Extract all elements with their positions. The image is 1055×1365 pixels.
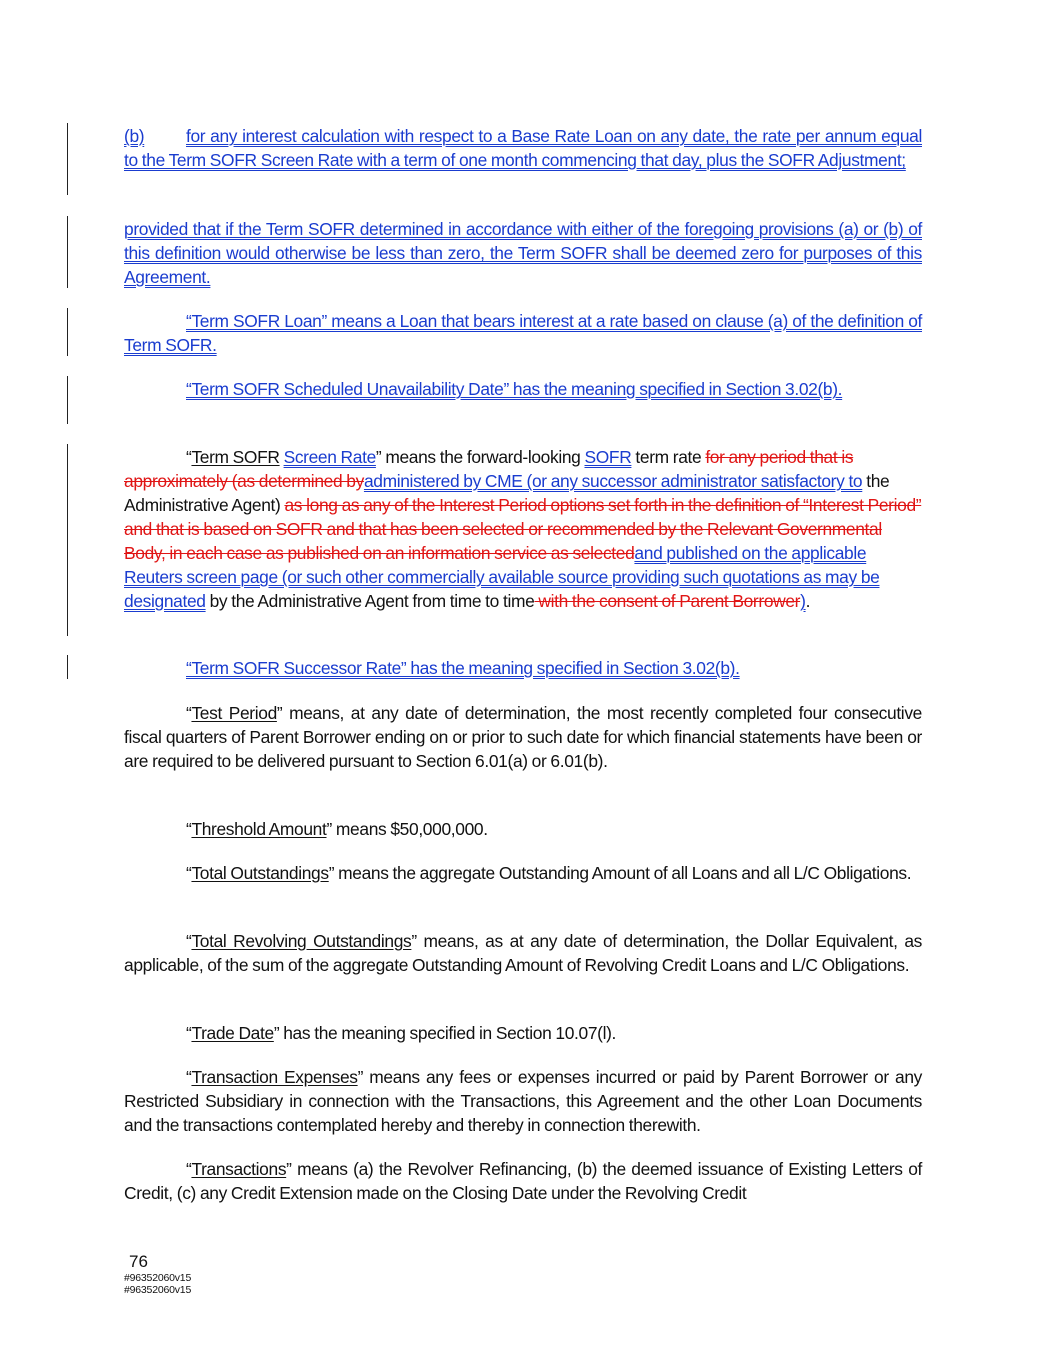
insertion-3: and published on the applicable Reuters screen page (or such other commercially available source providing such quotations as may be designated [124,543,880,611]
definition-term-sofr-loan [124,309,922,357]
open-quote: “ [186,931,192,951]
screen-rate-text-5: . [805,591,811,611]
open-quote: “ [186,1067,192,1087]
definition-body: ” means, as at any date of determination, the Dollar Equivalent, as applicable, of the sum of the aggregate Outstanding Amount of Revolving Credit Loans and L/C Obligations. [124,931,922,975]
definition-transaction-expenses [124,1065,922,1137]
deletion-1: for any period that is approximately (as determined by [124,447,854,491]
definition-body: ” has the meaning specified in Section 10.07(l). [273,1023,617,1043]
proviso-paragraph [124,217,922,289]
definition-body: ” means (a) the Revolver Refinancing, (b) the deemed issuance of Existing Letters of Credit, (c) any Credit Extension made on the Closing Date under the Revolving Credit [124,1159,922,1203]
screen-rate-text-4: by the Administrative Agent from time to time [205,591,535,611]
screen-rate-text-3: the Administrative Agent) [124,471,890,515]
document-id: #96352060v15 [124,1284,192,1296]
term-sofr-sud-text: “Term SOFR Scheduled Unavailability Date” has the meaning specified in Section 3.02(b). [186,379,843,399]
proviso-text: provided that if the Term SOFR determined in accordance with either of the foregoing provisions (a) or (b) of this definition would otherwise be less than zero, the Term SOFR shall be deemed zero for purposes of this Agreement. [124,219,922,287]
change-bar [67,655,68,679]
definition-term-sofr-scheduled-unavailability-date [124,377,922,401]
definition-total-outstandings [124,861,922,885]
insertion-2: administered by CME (or any successor administrator satisfactory to [363,471,863,491]
page-number: 76 [129,1252,148,1271]
clause-b-text: for any interest calculation with respect to a Base Rate Loan on any date, the rate per annum equal to the Term SOFR Screen Rate with a term of one month commencing that day, plus the SOFR Adjustment; [124,126,922,170]
defined-term: Transaction Expenses [191,1067,358,1087]
change-bar [67,123,68,195]
defined-term: Total Revolving Outstandings [191,931,412,951]
clause-b-label: (b) [124,126,145,146]
open-quote: “ [186,863,192,883]
defined-term: Trade Date [191,1023,274,1043]
definition-total-revolving-outstandings [124,929,922,977]
definition-test-period [124,701,922,773]
defined-term: Threshold Amount [191,819,327,839]
definition-transactions [124,1157,922,1205]
defined-term: Total Outstandings [191,863,329,883]
term-sofr-successor-text: “Term SOFR Successor Rate” has the meaning specified in Section 3.02(b). [186,658,740,678]
deletion-3: with the consent of Parent Borrower [534,591,801,611]
defined-term-part-a: Term SOFR [191,447,280,467]
term-sofr-loan-text: “Term SOFR Loan” means a Loan that bears interest at a rate based on clause (a) of the definition of Term SOFR. [124,311,922,355]
change-bar [67,216,68,288]
definition-trade-date [124,1021,922,1045]
deletion-2: as long as any of the Interest Period options set forth in the definition of “Interest Period” and that is based on SOFR and that has been selected or recommended by the Relevant Governmental Body, in each case as published on an information service as selected [124,495,922,563]
open-quote: “ [186,1159,192,1179]
insertion-4: ) [800,591,806,611]
screen-rate-text-1: ” means the forward-looking [375,447,585,467]
definition-body: ” means the aggregate Outstanding Amount of all Loans and all L/C Obligations. [328,863,912,883]
defined-term: Transactions [191,1159,287,1179]
document-id: #96352060v15 [124,1272,192,1284]
clause-b-paragraph [124,124,922,172]
change-bar [67,376,68,424]
open-quote: “ [186,447,192,467]
definition-body: ” means, at any date of determination, the most recently completed four consecutive fiscal quarters of Parent Borrower ending on or prior to such date for which financial statements have been or are required to be delivered pursuant to Section 6.01(a) or 6.01(b). [124,703,922,771]
insertion-sofr: SOFR [584,447,632,467]
open-quote: “ [186,1023,192,1043]
defined-term: Test Period [191,703,277,723]
page-footer [124,1252,191,1296]
definition-body: ” means any fees or expenses incurred or paid by Parent Borrower or any Restricted Subsidiary in connection with the Transactions, this Agreement and the other Loan Documents and the transactions contemplated hereby and thereby in connection therewith. [124,1067,922,1135]
change-bar [67,308,68,356]
open-quote: “ [186,703,192,723]
definition-term-sofr-successor-rate [124,656,922,680]
definition-term-sofr-screen-rate [124,445,922,613]
defined-term-part-b: Screen Rate [283,447,376,467]
definition-threshold-amount [124,817,922,841]
screen-rate-text-2: term rate [631,447,706,467]
open-quote: “ [186,819,192,839]
change-bar [67,444,68,636]
definition-body: ” means $50,000,000. [326,819,488,839]
